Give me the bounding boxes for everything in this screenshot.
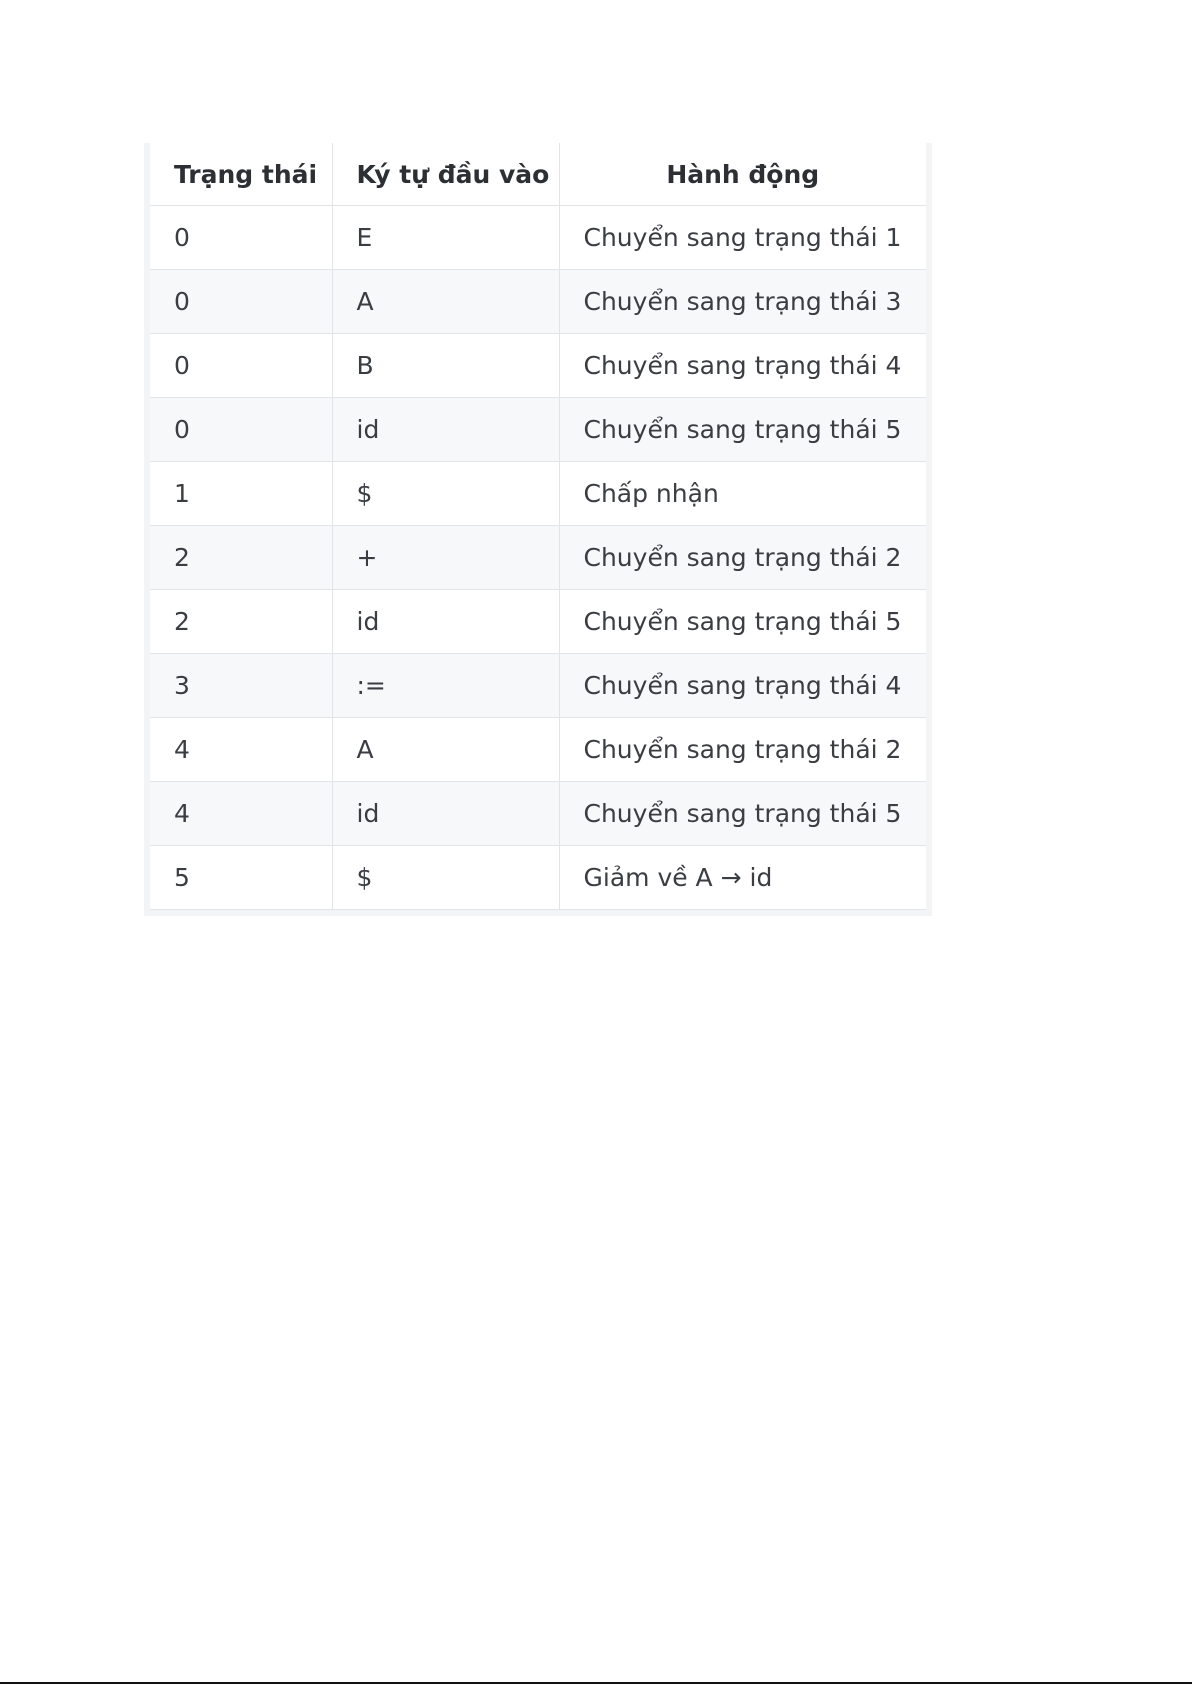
cell-input: $	[332, 462, 559, 526]
cell-state: 0	[150, 334, 332, 398]
table-row	[150, 334, 926, 398]
cell-action: Chuyển sang trạng thái 5	[559, 590, 926, 654]
cell-action: Chuyển sang trạng thái 5	[559, 782, 926, 846]
cell-action: Chuyển sang trạng thái 5	[559, 398, 926, 462]
cell-input: +	[332, 526, 559, 590]
table-row	[150, 526, 926, 590]
page-bottom-rule	[0, 1682, 1192, 1684]
cell-state: 0	[150, 270, 332, 334]
cell-state: 5	[150, 846, 332, 910]
table-row	[150, 462, 926, 526]
table-row	[150, 590, 926, 654]
table-row	[150, 398, 926, 462]
cell-input: A	[332, 718, 559, 782]
cell-state: 0	[150, 206, 332, 270]
cell-action: Chuyển sang trạng thái 4	[559, 654, 926, 718]
cell-action: Chấp nhận	[559, 462, 926, 526]
cell-state: 0	[150, 398, 332, 462]
cell-input: :=	[332, 654, 559, 718]
header-input-symbol: Ký tự đầu vào	[332, 143, 559, 206]
table-header-row	[150, 143, 926, 206]
state-transition-table	[150, 143, 926, 910]
cell-action: Chuyển sang trạng thái 1	[559, 206, 926, 270]
cell-state: 2	[150, 590, 332, 654]
table-row	[150, 782, 926, 846]
cell-state: 4	[150, 718, 332, 782]
table-frame	[144, 143, 932, 916]
cell-input: id	[332, 398, 559, 462]
cell-input: E	[332, 206, 559, 270]
cell-action: Chuyển sang trạng thái 3	[559, 270, 926, 334]
table-row	[150, 718, 926, 782]
cell-state: 4	[150, 782, 332, 846]
cell-input: id	[332, 782, 559, 846]
table-row	[150, 654, 926, 718]
cell-input: B	[332, 334, 559, 398]
cell-action: Giảm về A → id	[559, 846, 926, 910]
cell-state: 1	[150, 462, 332, 526]
cell-input: A	[332, 270, 559, 334]
cell-state: 3	[150, 654, 332, 718]
table-row	[150, 270, 926, 334]
cell-action: Chuyển sang trạng thái 2	[559, 526, 926, 590]
cell-input: $	[332, 846, 559, 910]
table-row	[150, 206, 926, 270]
cell-state: 2	[150, 526, 332, 590]
table-row	[150, 846, 926, 910]
header-action: Hành động	[559, 143, 926, 206]
cell-action: Chuyển sang trạng thái 2	[559, 718, 926, 782]
cell-input: id	[332, 590, 559, 654]
header-state: Trạng thái	[150, 143, 332, 206]
cell-action: Chuyển sang trạng thái 4	[559, 334, 926, 398]
